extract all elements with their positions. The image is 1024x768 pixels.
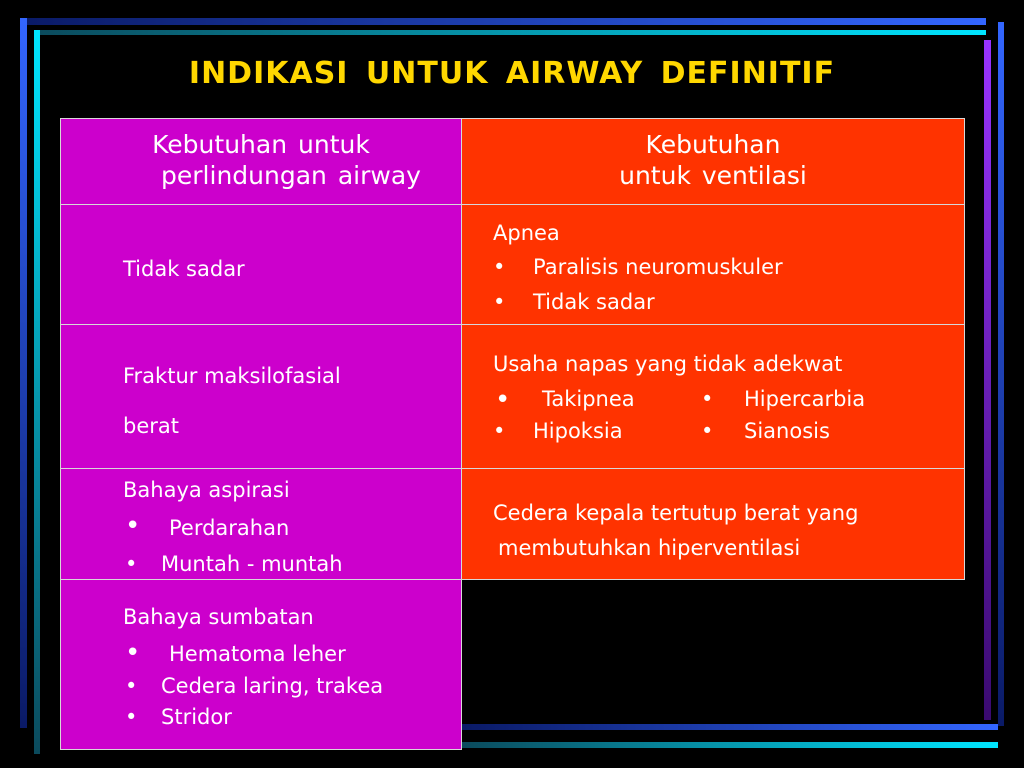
bullet-icon: • xyxy=(493,255,506,279)
slide-title: INDIKASI UNTUK AIRWAY DEFINITIF xyxy=(188,56,836,91)
bullet-icon: • xyxy=(495,385,511,415)
bullet-icon: • xyxy=(701,387,714,411)
header-left-line2: perlindungan airway xyxy=(161,161,421,190)
frame-line-right-blue xyxy=(998,22,1004,726)
row1-left-text: Tidak sadar xyxy=(123,257,245,281)
bullet-icon: • xyxy=(125,705,138,729)
row3-right-line1: Cedera kepala tertutup berat yang xyxy=(493,501,859,525)
row3-right-cell xyxy=(461,468,965,580)
header-right-cell xyxy=(461,118,965,205)
row4-left-item2: Cedera laring, trakea xyxy=(161,674,384,698)
row2-right-title: Usaha napas yang tidak adekwat xyxy=(493,352,843,376)
bullet-icon: • xyxy=(125,638,141,668)
row2-right-item-takipnea: Takipnea xyxy=(542,387,635,411)
frame-line-top-cyan xyxy=(34,30,986,35)
row1-right-title: Apnea xyxy=(493,221,560,245)
frame-line-bottom-blue xyxy=(462,724,998,730)
bullet-icon: • xyxy=(701,419,714,443)
header-right-line2: untuk ventilasi xyxy=(619,161,807,190)
row1-right-item2: Tidak sadar xyxy=(533,290,655,314)
row2-left-line1: Fraktur maksilofasial xyxy=(123,364,341,388)
row1-left-cell xyxy=(60,204,462,325)
row4-left-item1: Hematoma leher xyxy=(169,642,346,666)
row2-left-cell xyxy=(60,324,462,469)
row2-right-cell xyxy=(461,324,965,469)
header-left-cell xyxy=(60,118,462,205)
row1-right-item1: Paralisis neuromuskuler xyxy=(533,255,783,279)
bullet-icon: • xyxy=(125,552,138,576)
row4-left-item3: Stridor xyxy=(161,705,232,729)
row3-left-cell xyxy=(60,468,462,580)
frame-line-bottom-cyan xyxy=(462,742,998,748)
frame-line-right-purple xyxy=(984,40,991,720)
frame-line-top-blue xyxy=(20,18,986,25)
frame-line-left-cyan xyxy=(34,30,40,754)
row4-left-title: Bahaya sumbatan xyxy=(123,605,314,629)
bullet-icon: • xyxy=(125,511,141,541)
row3-left-item1: Perdarahan xyxy=(169,516,290,540)
row1-right-cell xyxy=(461,204,965,325)
bullet-icon: • xyxy=(125,674,138,698)
row2-left-line2: berat xyxy=(123,414,179,438)
row4-left-cell xyxy=(60,579,462,750)
row2-right-item-sianosis: Sianosis xyxy=(744,419,830,443)
bullet-icon: • xyxy=(493,419,506,443)
frame-line-left-blue xyxy=(20,18,27,728)
row2-right-item-hipercarbia: Hipercarbia xyxy=(744,387,866,411)
row3-left-title: Bahaya aspirasi xyxy=(123,478,290,502)
row3-right-line2: membutuhkan hiperventilasi xyxy=(498,536,801,560)
bullet-icon: • xyxy=(493,290,506,314)
header-left-line1: Kebutuhan untuk xyxy=(152,130,370,159)
row3-left-item2: Muntah - muntah xyxy=(161,552,343,576)
header-right-line1: Kebutuhan xyxy=(645,130,781,159)
row2-right-item-hipoksia: Hipoksia xyxy=(533,419,623,443)
